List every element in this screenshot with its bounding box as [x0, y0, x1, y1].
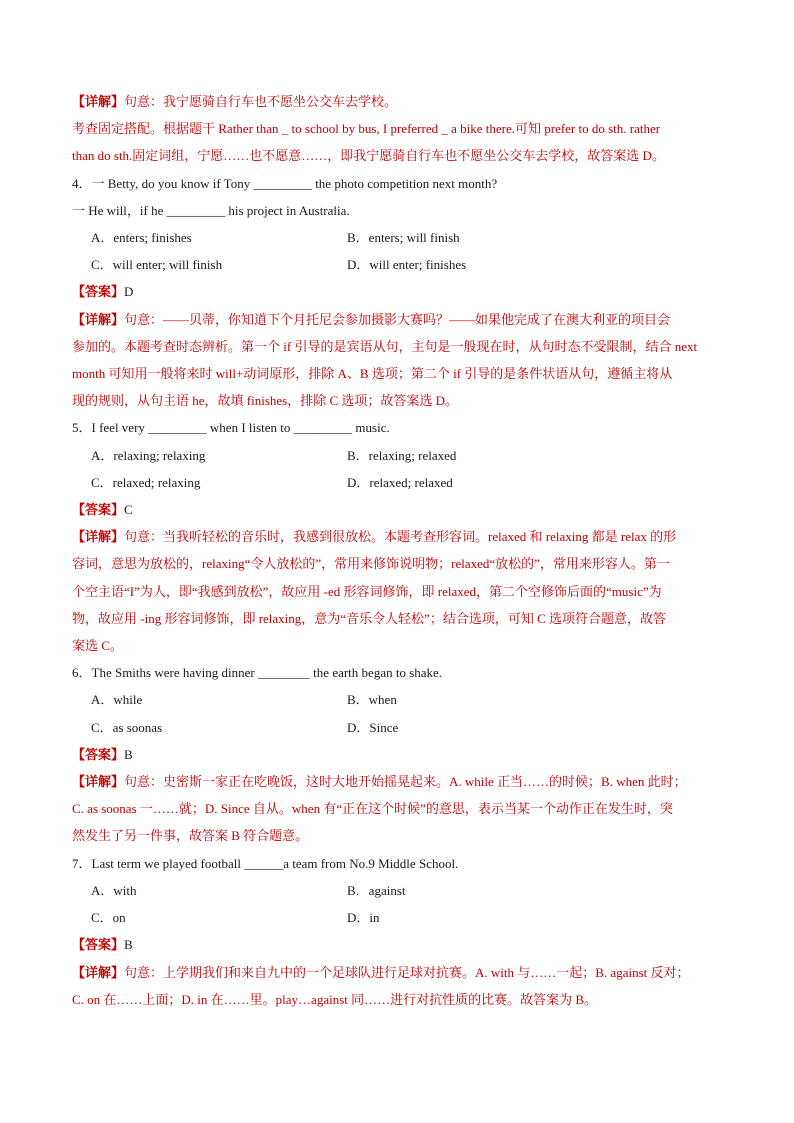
document-page	[72, 88, 732, 1013]
q6-detail-line-1	[72, 768, 732, 795]
q5-detail-line-4: 物，故应用 -ing 形容词修饰，即 relaxing，意为“音乐令人轻松”；结合选项，可知 C 选项符合题意，故答	[72, 610, 666, 626]
q5-answer	[72, 496, 732, 523]
q5-answer-value: C	[124, 502, 133, 518]
detail-tag: 【详解】	[72, 774, 125, 790]
answer-tag: 【答案】	[72, 937, 125, 953]
q6-detail-line-3: 然发生了另一件事，故答案 B 符合题意。	[72, 828, 309, 844]
q4-option-c: C．will enter; will finish	[91, 257, 223, 273]
q5-option-d: D．relaxed; relaxed	[347, 474, 453, 490]
answer-tag: 【答案】	[72, 502, 125, 518]
answer-tag: 【答案】	[72, 746, 125, 762]
q4-option-b: B．enters; will finish	[347, 230, 460, 246]
q7-answer	[72, 931, 732, 958]
q3-detail-line-2: 考查固定搭配。根据题干 Rather than _ to school by bus, I preferred _ a bike there.可知 prefer to do sth. rather	[72, 121, 661, 137]
q4-options-row-2	[72, 251, 732, 278]
q7-options-row-2	[72, 904, 732, 931]
detail-tag: 【详解】	[72, 311, 125, 327]
q6-options-row-2	[72, 714, 732, 741]
q5-question-line-1: 5．I feel very _________ when I listen to _________ music.	[72, 420, 390, 436]
q4-detail-line-2: 参加的。本题考查时态辨析。第一个 if 引导的是宾语从句，主句是一般现在时，从句时态不受限制，结合 next	[72, 338, 698, 354]
q6-option-b: B．when	[347, 692, 397, 708]
q7-option-b: B．against	[347, 882, 406, 898]
q5-option-c: C．relaxed; relaxing	[91, 474, 201, 490]
q6-answer	[72, 741, 732, 768]
q4-option-a: A．enters; finishes	[91, 230, 192, 246]
q7-option-d: D．in	[347, 910, 380, 926]
q5-options-row-1	[72, 442, 732, 469]
q4-options-row-1	[72, 224, 732, 251]
q6-options-row-1	[72, 686, 732, 713]
q7-detail-text-1: 句意：上学期我们和来自九中的一个足球队进行足球对抗赛。A. with 与……一起；B. against 反对；	[124, 964, 690, 980]
q4-answer	[72, 278, 732, 305]
q6-detail-text-1: 句意：史密斯一家正在吃晚饭，这时大地开始摇晃起来。A. while 正当……的时候；B. when 此时；	[124, 774, 687, 790]
detail-tag: 【详解】	[72, 964, 125, 980]
q5-detail-line-5: 案选 C。	[72, 638, 123, 654]
q4-option-d: D．will enter; finishes	[347, 257, 467, 273]
q6-option-c: C．as soonas	[91, 719, 163, 735]
q4-question-line-1: 4．一 Betty, do you know if Tony _________ the photo competition next month?	[72, 175, 498, 191]
q6-detail-line-2: C. as soonas 一……就；D. Since 自从。when 有“正在这个时候”的意思，表示当某一个动作正在发生时，突	[72, 801, 673, 817]
q7-question-line-1: 7．Last term we played football ______a team from No.9 Middle School.	[72, 855, 459, 871]
answer-tag: 【答案】	[72, 284, 125, 300]
q5-option-a: A．relaxing; relaxing	[91, 447, 206, 463]
q3-detail-text-1: 句意：我宁愿骑自行车也不愿坐公交车去学校。	[124, 94, 398, 109]
q4-detail-line-3: month 可知用一般将来时 will+动词原形，排除 A、B 选项；第二个 if 引导的是条件状语从句，遵循主将从	[72, 366, 673, 382]
q7-answer-value: B	[124, 937, 133, 953]
q3-detail-line-3: than do sth.固定词组，宁愿……也不愿意……，即我宁愿骑自行车也不愿坐公交车去学校，故答案选 D。	[72, 148, 665, 164]
q7-detail-line-1	[72, 959, 732, 986]
q5-detail-text-1: 句意：当我听轻松的音乐时，我感到很放松。本题考查形容词。relaxed 和 relaxing 都是 relax 的形	[124, 529, 677, 545]
detail-tag: 【详解】	[72, 94, 125, 109]
q4-question-line-2: 一 He will，if he _________ his project in Australia.	[72, 202, 350, 218]
detail-tag: 【详解】	[72, 529, 125, 545]
q4-detail-text-1: 句意：——贝蒂，你知道下个月托尼会参加摄影大赛吗？——如果他完成了在澳大利亚的项目会	[124, 311, 671, 327]
q5-option-b: B．relaxing; relaxed	[347, 447, 457, 463]
q5-detail-line-1	[72, 523, 732, 550]
q7-detail-line-2: C. on 在……上面；D. in 在……里。play…against 同……进行对抗性质的比赛。故答案为 B。	[72, 991, 598, 1007]
q5-detail-line-2: 容词，意思为放松的，relaxing“令人放松的”，常用来修饰说明物；relaxed“放松的”，常用来形容人。第一	[72, 556, 670, 572]
q5-detail-line-3: 个空主语“I”为人，即“我感到放松”，故应用 -ed 形容词修饰，即 relaxed，第二个空修饰后面的“music”为	[72, 583, 662, 599]
q4-detail-line-4: 现的规则，从句主语 he，故填 finishes，排除 C 选项；故答案选 D。	[72, 393, 459, 409]
q7-options-row-1	[72, 877, 732, 904]
q6-option-a: A．while	[91, 692, 143, 708]
q6-answer-value: B	[124, 746, 133, 762]
q6-option-d: D．Since	[347, 719, 399, 735]
q6-question-line-1: 6．The Smiths were having dinner ________ the earth began to shake.	[72, 665, 443, 681]
q7-option-c: C．on	[91, 910, 126, 926]
q4-detail-line-1	[72, 306, 732, 333]
q7-option-a: A．with	[91, 882, 137, 898]
q4-answer-value: D	[124, 284, 134, 300]
q5-options-row-2	[72, 469, 732, 496]
q3-detail-line-1	[72, 88, 732, 115]
